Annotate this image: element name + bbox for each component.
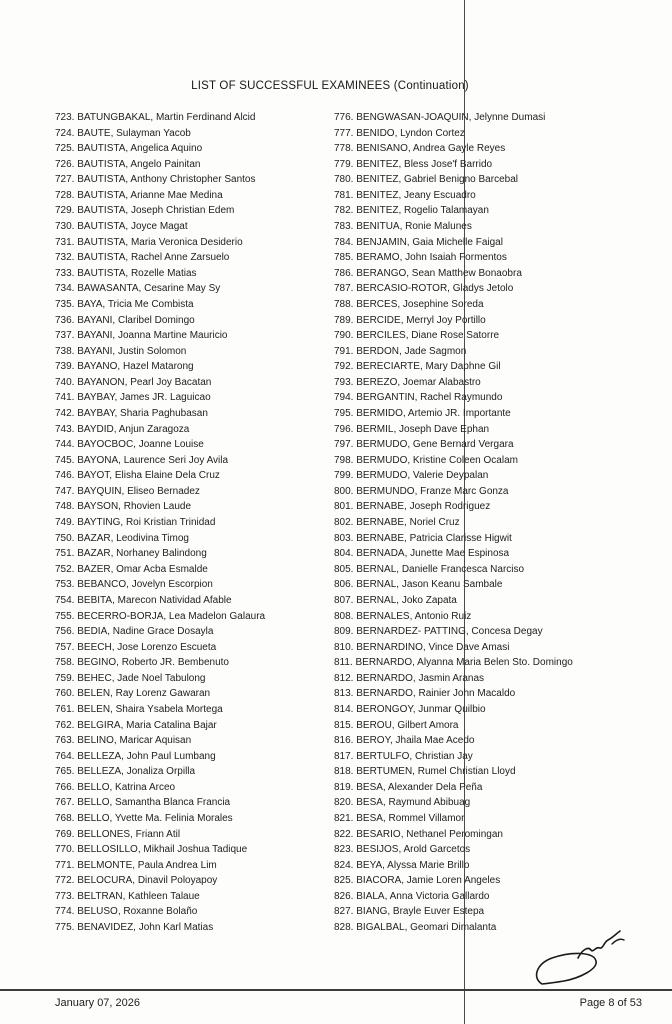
list-item: 736. BAYANI, Claribel Domingo xyxy=(55,314,195,326)
list-item: 784. BENJAMIN, Gaia Michelle Faigal xyxy=(334,236,503,248)
list-item: 772. BELOCURA, Dinavil Poloyapoy xyxy=(55,875,218,887)
list-item: 761. BELEN, Shaira Ysabela Mortega xyxy=(55,703,223,715)
list-item: 795. BERMIDO, Artemio JR. Importante xyxy=(334,407,511,419)
list-item: 792. BERECIARTE, Mary Daphne Gil xyxy=(334,361,501,373)
list-item: 776. BENGWASAN-JOAQUIN, Jelynne Dumasi xyxy=(334,112,546,123)
list-item: 819. BESA, Alexander Dela Peña xyxy=(334,781,483,793)
list-item: 760. BELEN, Ray Lorenz Gawaran xyxy=(55,688,211,700)
list-item: 823. BESIJOS, Arold Garcetos xyxy=(334,844,471,856)
list-item: 773. BELTRAN, Kathleen Talaue xyxy=(55,890,200,902)
list-item: 744. BAYOCBOC, Joanne Louise xyxy=(55,439,204,451)
list-item: 727. BAUTISTA, Anthony Christopher Santos xyxy=(55,174,256,186)
list-item: 799. BERMUDO, Valerie Deypalan xyxy=(334,470,489,482)
list-item: 740. BAYANON, Pearl Joy Bacatan xyxy=(55,376,212,388)
list-item: 754. BEBITA, Marecon Natividad Afable xyxy=(55,594,232,606)
list-item: 779. BENITEZ, Bless Jose'f Barrido xyxy=(334,158,493,170)
list-item: 813. BERNARDO, Rainier John Macaldo xyxy=(334,688,516,700)
list-item: 723. BATUNGBAKAL, Martin Ferdinand Alcid xyxy=(55,112,256,123)
list-item: 757. BEECH, Jose Lorenzo Escueta xyxy=(55,641,217,653)
list-item: 726. BAUTISTA, Angelo Painitan xyxy=(55,158,201,170)
list-item: 725. BAUTISTA, Angelica Aquino xyxy=(55,143,203,155)
list-item: 764. BELLEZA, John Paul Lumbang xyxy=(55,750,216,762)
list-item: 800. BERMUNDO, Franze Marc Gonza xyxy=(334,485,509,497)
list-item: 822. BESARIO, Nethanel Peromingan xyxy=(334,828,503,840)
examinee-list-right-column xyxy=(334,110,664,936)
list-item: 771. BELMONTE, Paula Andrea Lim xyxy=(55,859,217,871)
list-item: 751. BAZAR, Norhaney Balindong xyxy=(55,548,207,560)
list-item: 811. BERNARDO, Alyanna Maria Belen Sto. Domingo xyxy=(334,657,573,669)
list-item: 821. BESA, Rommel Villamor xyxy=(334,813,465,825)
list-item: 816. BEROY, Jhaila Mae Acedo xyxy=(334,735,475,747)
list-item: 734. BAWASANTA, Cesarine May Sy xyxy=(55,283,221,295)
list-item: 803. BERNABE, Patricia Clarisse Higwit xyxy=(334,532,512,544)
list-item: 790. BERCILES, Diane Rose Satorre xyxy=(334,330,500,342)
list-item: 797. BERMUDO, Gene Bernard Vergara xyxy=(334,439,514,451)
list-item: 791. BERDON, Jade Sagmon xyxy=(334,345,467,357)
list-item: 767. BELLO, Samantha Blanca Francia xyxy=(55,797,231,809)
list-item: 820. BESA, Raymund Abibuag xyxy=(334,797,471,809)
list-item: 824. BEYA, Alyssa Marie Brillo xyxy=(334,859,470,871)
list-item: 743. BAYDID, Anjun Zaragoza xyxy=(55,423,190,435)
list-item: 815. BEROU, Gilbert Amora xyxy=(334,719,459,731)
list-item: 806. BERNAL, Jason Keanu Sambale xyxy=(334,579,503,591)
list-item: 730. BAUTISTA, Joyce Magat xyxy=(55,221,188,233)
list-item: 793. BEREZO, Joemar Alabastro xyxy=(334,376,481,388)
examinee-list-left-column xyxy=(55,110,335,936)
list-item: 788. BERCES, Josephine Soreda xyxy=(334,298,484,310)
list-item: 746. BAYOT, Elisha Elaine Dela Cruz xyxy=(55,470,220,482)
list-item: 729. BAUTISTA, Joseph Christian Edem xyxy=(55,205,235,217)
list-item: 731. BAUTISTA, Maria Veronica Desiderio xyxy=(55,236,243,248)
list-item: 748. BAYSON, Rhovien Laude xyxy=(55,501,192,513)
list-item: 739. BAYANO, Hazel Matarong xyxy=(55,361,194,373)
list-item: 763. BELINO, Maricar Aquisan xyxy=(55,735,192,747)
list-item: 810. BERNARDINO, Vince Dave Amasi xyxy=(334,641,510,653)
list-item: 787. BERCASIO-ROTOR, Gladys Jetolo xyxy=(334,283,514,295)
list-item: 758. BEGINO, Roberto JR. Bembenuto xyxy=(55,657,229,669)
list-item: 805. BERNAL, Danielle Francesca Narciso xyxy=(334,563,525,575)
list-item: 749. BAYTING, Roi Kristian Trinidad xyxy=(55,517,216,529)
list-item: 789. BERCIDE, Merryl Joy Portillo xyxy=(334,314,486,326)
signature-mark xyxy=(528,928,638,992)
list-item: 798. BERMUDO, Kristine Coleen Ocalam xyxy=(334,454,518,466)
list-item: 745. BAYONA, Laurence Seri Joy Avila xyxy=(55,454,229,466)
list-item: 808. BERNALES, Antonio Ruiz xyxy=(334,610,472,622)
list-item: 755. BECERRO-BORJA, Lea Madelon Galaura xyxy=(55,610,266,622)
list-item: 794. BERGANTIN, Rachel Raymundo xyxy=(334,392,503,404)
list-item: 738. BAYANI, Justin Solomon xyxy=(55,345,187,357)
list-item: 783. BENITUA, Ronie Malunes xyxy=(334,221,472,233)
list-item: 780. BENITEZ, Gabriel Benigno Barcebal xyxy=(334,174,518,186)
page-indicator: Page 8 of 53 xyxy=(579,997,642,1009)
list-item: 826. BIALA, Anna Victoria Gallardo xyxy=(334,890,490,902)
list-item: 770. BELLOSILLO, Mikhail Joshua Tadique xyxy=(55,844,248,856)
list-item: 768. BELLO, Yvette Ma. Felinia Morales xyxy=(55,813,233,825)
list-item: 786. BERANGO, Sean Matthew Bonaobra xyxy=(334,267,522,279)
list-item: 785. BERAMO, John Isaiah Formentos xyxy=(334,252,507,264)
list-item: 818. BERTUMEN, Rumel Christian Lloyd xyxy=(334,766,516,778)
list-item: 807. BERNAL, Joko Zapata xyxy=(334,594,457,606)
list-item: 753. BEBANCO, Jovelyn Escorpion xyxy=(55,579,213,591)
list-item: 814. BERONGOY, Junmar Quilbio xyxy=(334,703,486,715)
list-item: 733. BAUTISTA, Rozelle Matias xyxy=(55,267,197,279)
list-item: 782. BENITEZ, Rogelio Talamayan xyxy=(334,205,489,217)
list-item: 774. BELUSO, Roxanne Bolaño xyxy=(55,906,198,918)
list-item: 778. BENISANO, Andrea Gayle Reyes xyxy=(334,143,506,155)
list-item: 735. BAYA, Tricia Me Combista xyxy=(55,298,194,310)
list-item: 781. BENITEZ, Jeany Escuadro xyxy=(334,189,476,201)
list-item: 766. BELLO, Katrina Arceo xyxy=(55,781,176,793)
list-item: 769. BELLONES, Friann Atil xyxy=(55,828,181,840)
list-item: 825. BIACORA, Jamie Loren Angeles xyxy=(334,875,501,887)
list-item: 796. BERMIL, Joseph Dave Ephan xyxy=(334,423,490,435)
list-item: 765. BELLEZA, Jonaliza Orpilla xyxy=(55,766,196,778)
list-item: 809. BERNARDEZ- PATTING, Concesa Degay xyxy=(334,626,543,638)
list-item: 752. BAZER, Omar Acba Esmalde xyxy=(55,563,208,575)
list-item: 750. BAZAR, Leodivina Timog xyxy=(55,532,189,544)
list-item: 742. BAYBAY, Sharia Paghubasan xyxy=(55,407,208,419)
list-item: 762. BELGIRA, Maria Catalina Bajar xyxy=(55,719,217,731)
list-item: 747. BAYQUIN, Eliseo Bernadez xyxy=(55,485,200,497)
list-item: 777. BENIDO, Lyndon Cortez xyxy=(334,127,465,139)
footer-date: January 07, 2026 xyxy=(55,997,141,1009)
list-item: 817. BERTULFO, Christian Jay xyxy=(334,750,473,762)
list-item: 737. BAYANI, Joanna Martine Mauricio xyxy=(55,330,228,342)
list-item: 732. BAUTISTA, Rachel Anne Zarsuelo xyxy=(55,252,230,264)
list-item: 828. BIGALBAL, Geomari Dimalanta xyxy=(334,922,497,934)
list-item: 827. BIANG, Brayle Euver Estepa xyxy=(334,906,485,918)
list-item: 812. BERNARDO, Jasmin Aranas xyxy=(334,672,485,684)
list-item: 759. BEHEC, Jade Noel Tabulong xyxy=(55,672,206,684)
list-item: 801. BERNABE, Joseph Rodriguez xyxy=(334,501,491,513)
page-title: LIST OF SUCCESSFUL EXAMINEES (Continuation) xyxy=(191,80,469,92)
list-item: 741. BAYBAY, James JR. Laguicao xyxy=(55,392,211,404)
list-item: 802. BERNABE, Noriel Cruz xyxy=(334,517,460,529)
list-item: 756. BEDIA, Nadine Grace Dosayla xyxy=(55,626,214,638)
list-item: 804. BERNADA, Junette Mae Espinosa xyxy=(334,548,510,560)
list-item: 775. BENAVIDEZ, John Karl Matias xyxy=(55,922,214,934)
list-item: 724. BAUTE, Sulayman Yacob xyxy=(55,127,191,139)
list-item: 728. BAUTISTA, Arianne Mae Medina xyxy=(55,189,223,201)
